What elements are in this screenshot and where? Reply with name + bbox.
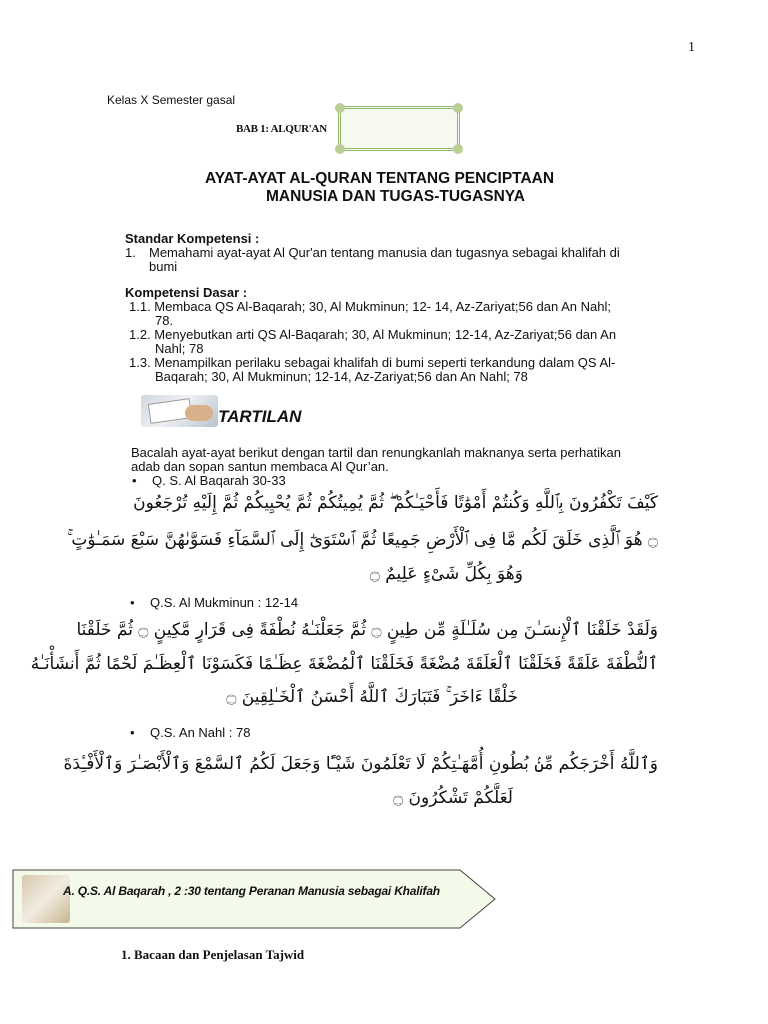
ayah-line: ٱلنُّطْفَةَ عَلَقَةً فَخَلَقْنَا ٱلْعَلَقَةَ مُضْغَةً فَخَلَقْنَا ٱلْمُضْغَةَ عِظَـٰمًا فَكَسَوْنَا ٱلْعِظَـٰمَ لَحْمًا ثُمَّ أَنشَأْنَـٰهُ [30,654,658,674]
dasar-item-1-line1: 1.1. Membaca QS Al-Baqarah; 30, Al Mukminun; 12- 14, Az-Zariyat;56 dan An Nahl; [129,299,611,314]
ayah-line: ۝ هُوَ ٱلَّذِى خَلَقَ لَكُم مَّا فِى ٱلْأَرْضِ جَمِيعًا ثُمَّ ٱسْتَوَىٰٓ إِلَى ٱلسَّمَآءِ فَسَوَّىٰهُنَّ سَبْعَ سَمَـٰوَٰتٍ ۚ [67,530,658,550]
ayah-line: خَلْقًا ءَاخَرَ ۚ فَتَبَارَكَ ٱللَّهُ أَحْسَنُ ٱلْخَـٰلِقِينَ ۝ [226,687,518,707]
ayah-line: وَلَقَدْ خَلَقْنَا ٱلْإِنسَـٰنَ مِن سُلَـٰلَةٍ مِّن طِينٍ ۝ ثُمَّ جَعَلْنَـٰهُ نُطْفَةً فِى قَرَارٍ مَّكِينٍ ۝ ثُمَّ خَلَقْنَا [76,620,658,640]
section-banner-arrow [12,869,496,929]
standar-item-line2: bumi [149,259,178,274]
ayah-line: لَعَلَّكُمْ تَشْكُرُونَ ۝ [393,788,513,808]
quran-reading-image [141,395,218,427]
surah-label-baqarah: • Q. S. Al Baqarah 30-33 [152,473,286,488]
decorative-frame [338,106,460,151]
chapter-label: BAB 1: ALQUR'AN [236,123,327,135]
surah-label-nahl: • Q.S. An Nahl : 78 [150,725,250,740]
tartilan-heading: TARTILAN [218,407,302,426]
page-title-line1: AYAT-AYAT AL-QURAN TENTANG PENCIPTAAN [205,170,555,187]
section-a-title: A. Q.S. Al Baqarah , 2 :30 tentang Peranan Manusia sebagai Khalifah [63,884,440,898]
page-number: 1 [688,40,695,55]
quran-hand-image [22,875,70,923]
dasar-item-2-line1: 1.2. Menyebutkan arti QS Al-Baqarah; 30, Al Mukminun; 12-14, Az-Zariyat;56 dan An [129,327,617,342]
tartilan-intro-line2: adab dan sopan santun membaca Al Qur’an. [131,459,389,474]
tartilan-intro-line1: Bacalah ayat-ayat berikut dengan tartil dan renungkanlah maknanya serta perhatikan [131,445,621,460]
standar-item-line1: Memahami ayat-ayat Al Qur'an tentang manusia dan tugasnya sebagai khalifah di [149,245,620,260]
standar-item-number: 1. [125,245,136,260]
dasar-item-3-line2: Baqarah; 30, Al Mukminun; 12-14, Az-Zariyat;56 dan An Nahl; 78 [155,369,528,384]
ayah-line: كَيْفَ تَكْفُرُونَ بِٱللَّهِ وَكُنتُمْ أَمْوَٰتًا فَأَحْيَـٰكُمْ ۖ ثُمَّ يُمِيتُكُمْ ثُمَّ يُحْيِيكُمْ ثُمَّ إِلَيْهِ تُرْجَعُونَ [133,493,658,513]
dasar-item-3-line1: 1.3. Menampilkan perilaku sebagai khalifah di bumi seperti terkandung dalam QS Al- [129,355,616,370]
subsection-1-title: 1. Bacaan dan Penjelasan Tajwid [121,947,305,962]
dasar-heading: Kompetensi Dasar : [125,285,248,300]
page-title-line2: MANUSIA DAN TUGAS-TUGASNYA [266,188,525,205]
dasar-item-2-line2: Nahl; 78 [155,341,204,356]
class-label: Kelas X Semester gasal [107,93,236,107]
surah-label-mukminun: • Q.S. Al Mukminun : 12-14 [150,595,298,610]
ayah-line: وَهُوَ بِكُلِّ شَىْءٍ عَلِيمٌ ۝ [369,564,523,584]
dasar-item-1-line2: 78. [155,313,174,328]
standar-heading: Standar Kompetensi : [125,231,260,246]
ayah-line: وَٱللَّهُ أَخْرَجَكُم مِّنۢ بُطُونِ أُمَّهَـٰتِكُمْ لَا تَعْلَمُونَ شَيْـًٔا وَجَعَلَ لَكُمُ ٱلسَّمْعَ وَٱلْأَبْصَـٰرَ وَٱلْأَفْـِٔدَةَ [63,754,658,774]
